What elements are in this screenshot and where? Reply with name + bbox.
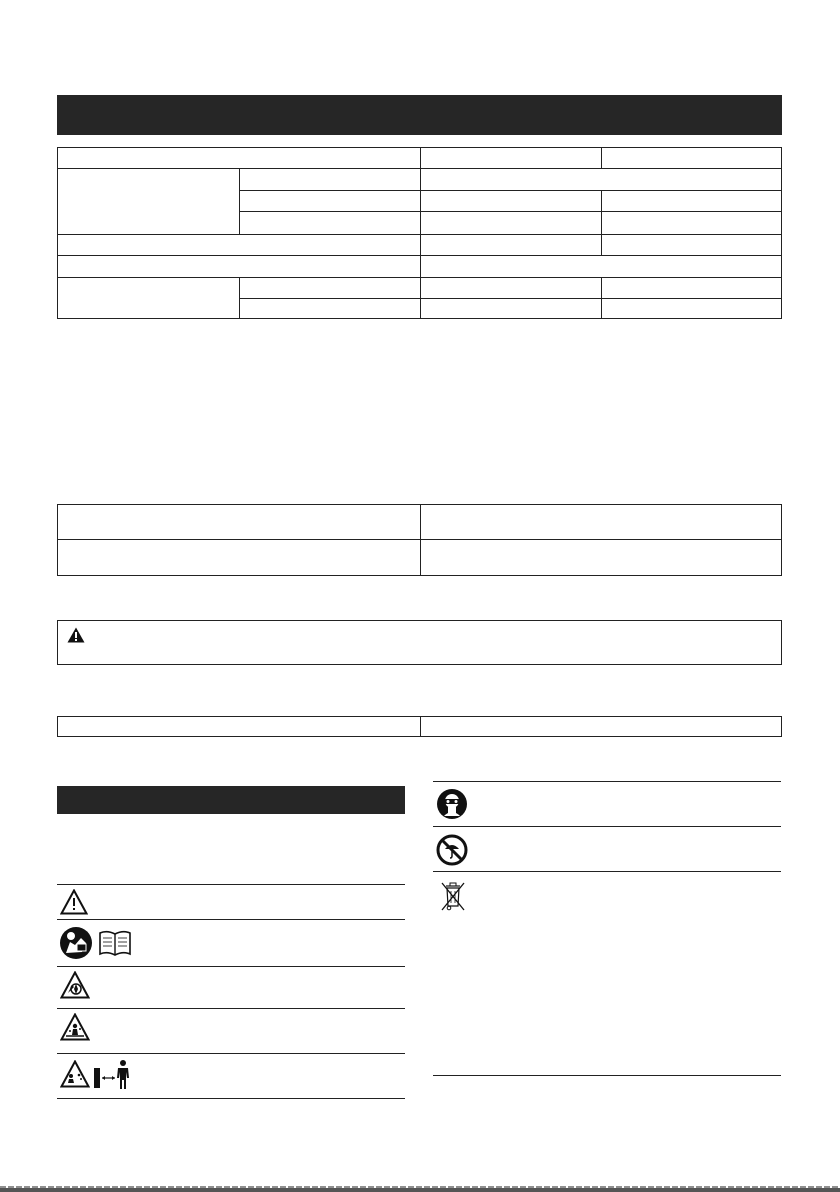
- no-rain-exposure-icon: [436, 834, 468, 866]
- rotating-blade-hazard-icon: [60, 971, 90, 999]
- manual-book-icon: [98, 929, 132, 957]
- symbol-rule: [433, 1075, 781, 1076]
- table-divider: [601, 190, 602, 255]
- table-divider: [239, 168, 240, 234]
- table-rule: [239, 190, 781, 191]
- warning-triangle-icon: [67, 627, 85, 643]
- symbol-rule: [433, 781, 781, 782]
- symbol-rule: [57, 1053, 405, 1054]
- table-divider: [420, 505, 421, 575]
- table-divider: [601, 148, 602, 168]
- crossed-out-bin-icon: [440, 880, 466, 912]
- symbol-rule: [57, 966, 405, 967]
- symbol-rule: [57, 884, 405, 885]
- flying-object-hazard-icon: [60, 1060, 90, 1088]
- symbols-section-header: [57, 786, 405, 814]
- symbol-rule: [57, 1008, 405, 1009]
- table-divider: [420, 717, 421, 736]
- symbol-rule: [57, 1098, 405, 1099]
- read-manual-icon: [58, 925, 94, 961]
- table-divider: [239, 277, 240, 319]
- table-rule: [239, 211, 781, 212]
- table-divider: [420, 148, 421, 319]
- noise-vibration-table: [57, 504, 782, 576]
- warning-triangle-icon: [60, 889, 88, 915]
- specifications-header: [57, 95, 782, 135]
- single-row-table: [57, 716, 782, 737]
- warning-box: [57, 620, 782, 665]
- symbol-rule: [433, 871, 781, 872]
- table-divider: [601, 277, 602, 319]
- wear-eye-protection-icon: [436, 788, 468, 820]
- keep-distance-icon: [93, 1059, 133, 1091]
- specifications-table: [57, 147, 782, 319]
- page-edge: [0, 1184, 840, 1192]
- table-rule: [239, 298, 781, 299]
- symbol-rule: [433, 826, 781, 827]
- symbol-rule: [57, 919, 405, 920]
- flying-debris-hazard-icon: [60, 1013, 90, 1041]
